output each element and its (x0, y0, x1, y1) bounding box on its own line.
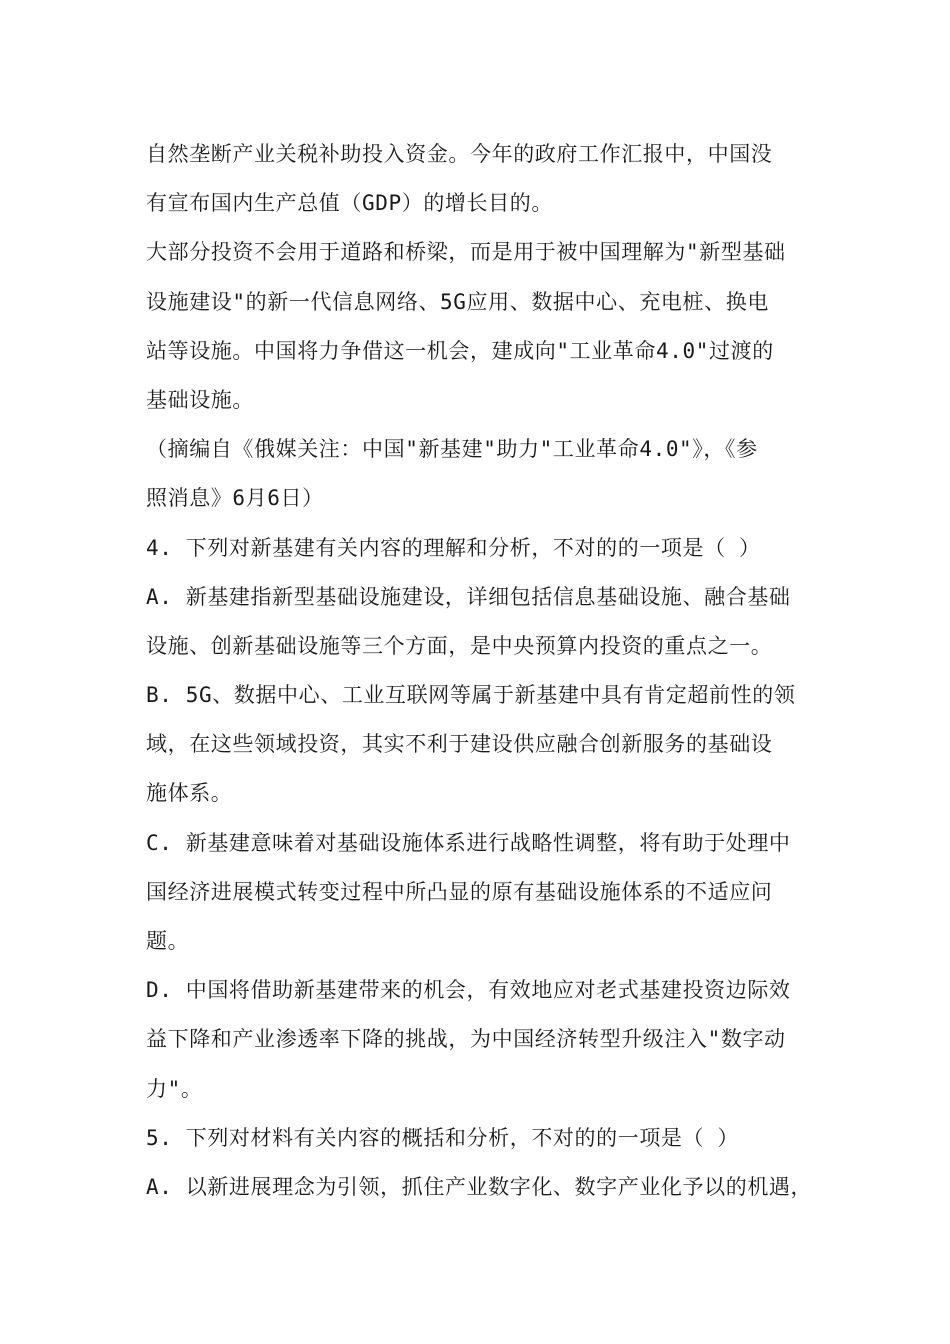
text-line: 大部分投资不会用于道路和桥梁，而是用于被中国理解为"新型基础 (146, 240, 786, 265)
question-4-option-a: A. 新基建指新型基础设施建设，详细包括信息基础设施、融合基础 (146, 584, 791, 609)
question-4-option-d: D. 中国将借助新基建带来的机会，有效地应对老式基建投资边际效 (146, 978, 791, 1003)
text-line: 基础设施。 (146, 387, 254, 412)
question-4-option-b: 施体系。 (146, 781, 233, 806)
text-line: 自然垄断产业关税补助投入资金。今年的政府工作汇报中，中国没 (146, 142, 773, 166)
source-citation-line: 照消息》6月6日） (146, 486, 324, 511)
source-citation-line: （摘编自《俄媒关注：中国"新基建"助力"工业革命4.0"》，《参 (146, 437, 758, 462)
text-line: 有宣布国内生产总值（GDP）的增长目的。 (146, 191, 553, 216)
question-4-option-d: 益下降和产业渗透率下降的挑战，为中国经济转型升级注入"数字动 (146, 1027, 786, 1052)
question-4-option-a: 设施、创新基础设施等三个方面，是中央预算内投资的重点之一。 (146, 633, 773, 658)
question-5-option-a: A. 以新进展理念为引领，抓住产业数字化、数字产业化予以的机遇， (146, 1174, 813, 1199)
question-4-option-c: 题。 (146, 929, 190, 953)
question-4-option-b: 域，在这些领域投资，其实不利于建设供应融合创新服务的基础设 (146, 732, 773, 757)
text-line: 设施建设"的新一代信息网络、5G应用、数据中心、充电桩、换电 (146, 289, 769, 314)
question-4-option-c: C. 新基建意味着对基础设施体系进行战略性调整，将有助于处理中 (146, 830, 791, 855)
question-5-stem: 5. 下列对材料有关内容的概括和分析，不对的的一项是（ ） (146, 1125, 739, 1150)
question-4-option-c: 国经济进展模式转变过程中所凸显的原有基础设施体系的不适应问 (146, 879, 773, 904)
question-4-stem: 4. 下列对新基建有关内容的理解和分析，不对的的一项是（ ） (146, 535, 761, 560)
question-4-option-b: B. 5G、数据中心、工业互联网等属于新基建中具有肯定超前性的领 (146, 683, 796, 708)
document-body (146, 130, 836, 1212)
question-4-option-d: 力"。 (146, 1076, 203, 1101)
text-line: 站等设施。中国将力争借这一机会，建成向"工业革命4.0"过渡的 (146, 338, 774, 363)
